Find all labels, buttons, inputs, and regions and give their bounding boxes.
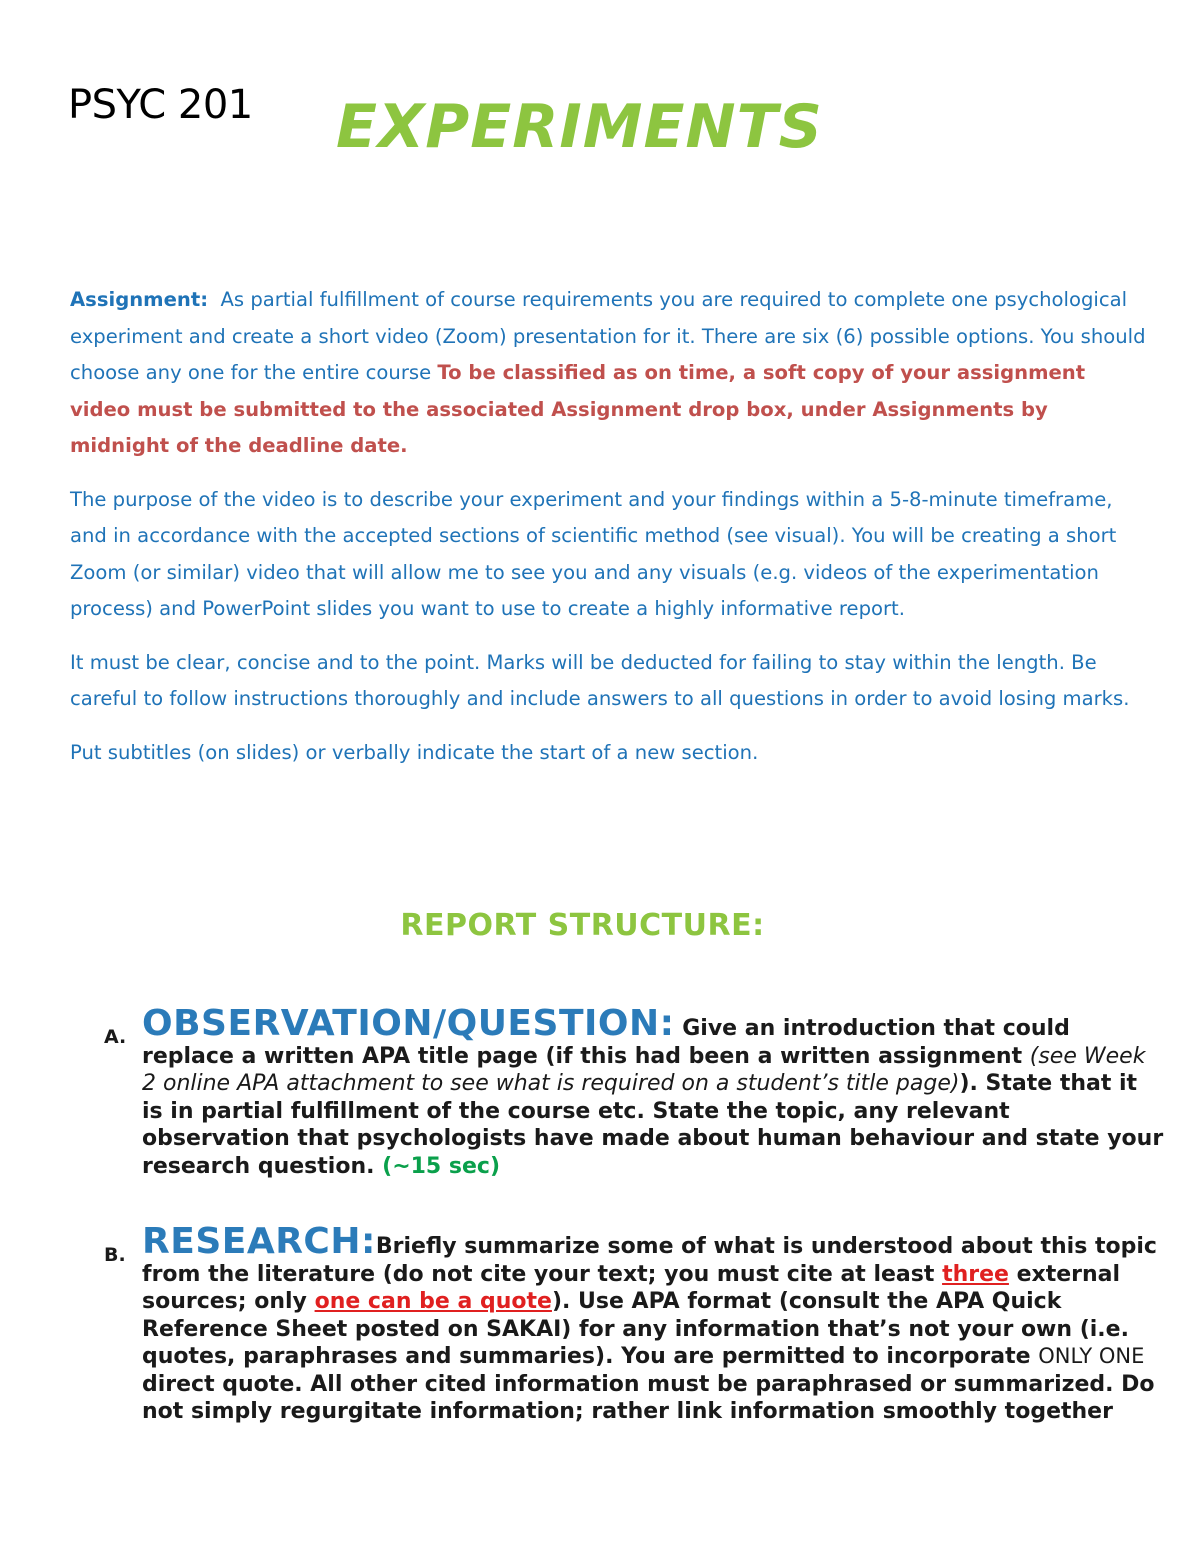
clarity-paragraph: It must be clear, concise and to the point. Marks will be deducted for failing to stay within the length. Be careful to follow instructions thoroughly and include answers to all questions in order to avoid losing marks. (70, 650, 1130, 710)
section-text: direct quote. All other cited information must be paraphrased or summarized. Do not simply regurgitate information; rather link information smoothly together (142, 1371, 1155, 1424)
report-structure-heading: REPORT STRUCTURE: (400, 908, 765, 943)
subtitles-paragraph: Put subtitles (on slides) or verbally indicate the start of a new section. (70, 740, 759, 764)
section-title: RESEARCH: (142, 1221, 376, 1262)
assignment-text: As partial fulfillment of course requirements you are required to complete one psychological experiment and create a short video (Zoom) presentation for it. There are six (6) possible options. You should choose any one for the entire course (70, 288, 1146, 384)
assignment-paragraph (70, 282, 1150, 465)
section-observation (104, 1003, 1164, 1180)
section-research (104, 1221, 1164, 1426)
emphasis-one-quote: one can be a quote (314, 1289, 552, 1314)
deadline-notice: To be classified as on time, a soft copy of your assignment video must be submitted to the associated Assignment drop box, under Assignments by midnight of the deadline date. (70, 361, 1086, 457)
section-text: ). Use APA format (consult the APA Quick Reference Sheet posted on SAKAI) for any information that’s not your own (i.e. quotes, paraphrases and summaries). You are permitted to incorporate (142, 1289, 1129, 1369)
section-text: ). State that it is in partial fulfillment of the course etc. State the topic, any relevant observation that psychologists have made about human behaviour and state your research question. (142, 1071, 1164, 1179)
section-title: OBSERVATION/QUESTION: (142, 1003, 675, 1044)
emphasis-three: three (942, 1261, 1009, 1287)
section-text: Give an introduction that could replace a written APA title page (if this had been a written assignment (142, 1016, 1070, 1069)
section-text: Briefly summarize some of what is understood about this topic from the literature (do not cite your text; you must cite at least (142, 1234, 1157, 1287)
section-text: external sources; only (142, 1261, 1121, 1314)
purpose-paragraph: The purpose of the video is to describe your experiment and your findings within a 5-8-minute timeframe, and in accordance with the accepted sections of scientific method (see visual). You will be creating a short Zoom (or similar) video that will allow me to see you and any visuals (e.g. videos of the experimentation process) and PowerPoint slides you want to use to create a highly informative report. (70, 487, 1117, 620)
section-italic-note: (see Week 2 online APA attachment to see what is required on a student’s title page) (142, 1043, 1146, 1096)
page-title: EXPERIMENTS (336, 92, 823, 162)
assignment-intro (70, 282, 1150, 788)
assignment-label: Assignment: (70, 288, 209, 311)
only-one-text: ONLY ONE (1038, 1344, 1145, 1368)
section-letter: B. (104, 1244, 126, 1266)
course-code: PSYC 201 (68, 82, 253, 128)
timing-badge: (~15 sec) (382, 1153, 501, 1179)
section-letter: A. (104, 1026, 127, 1048)
